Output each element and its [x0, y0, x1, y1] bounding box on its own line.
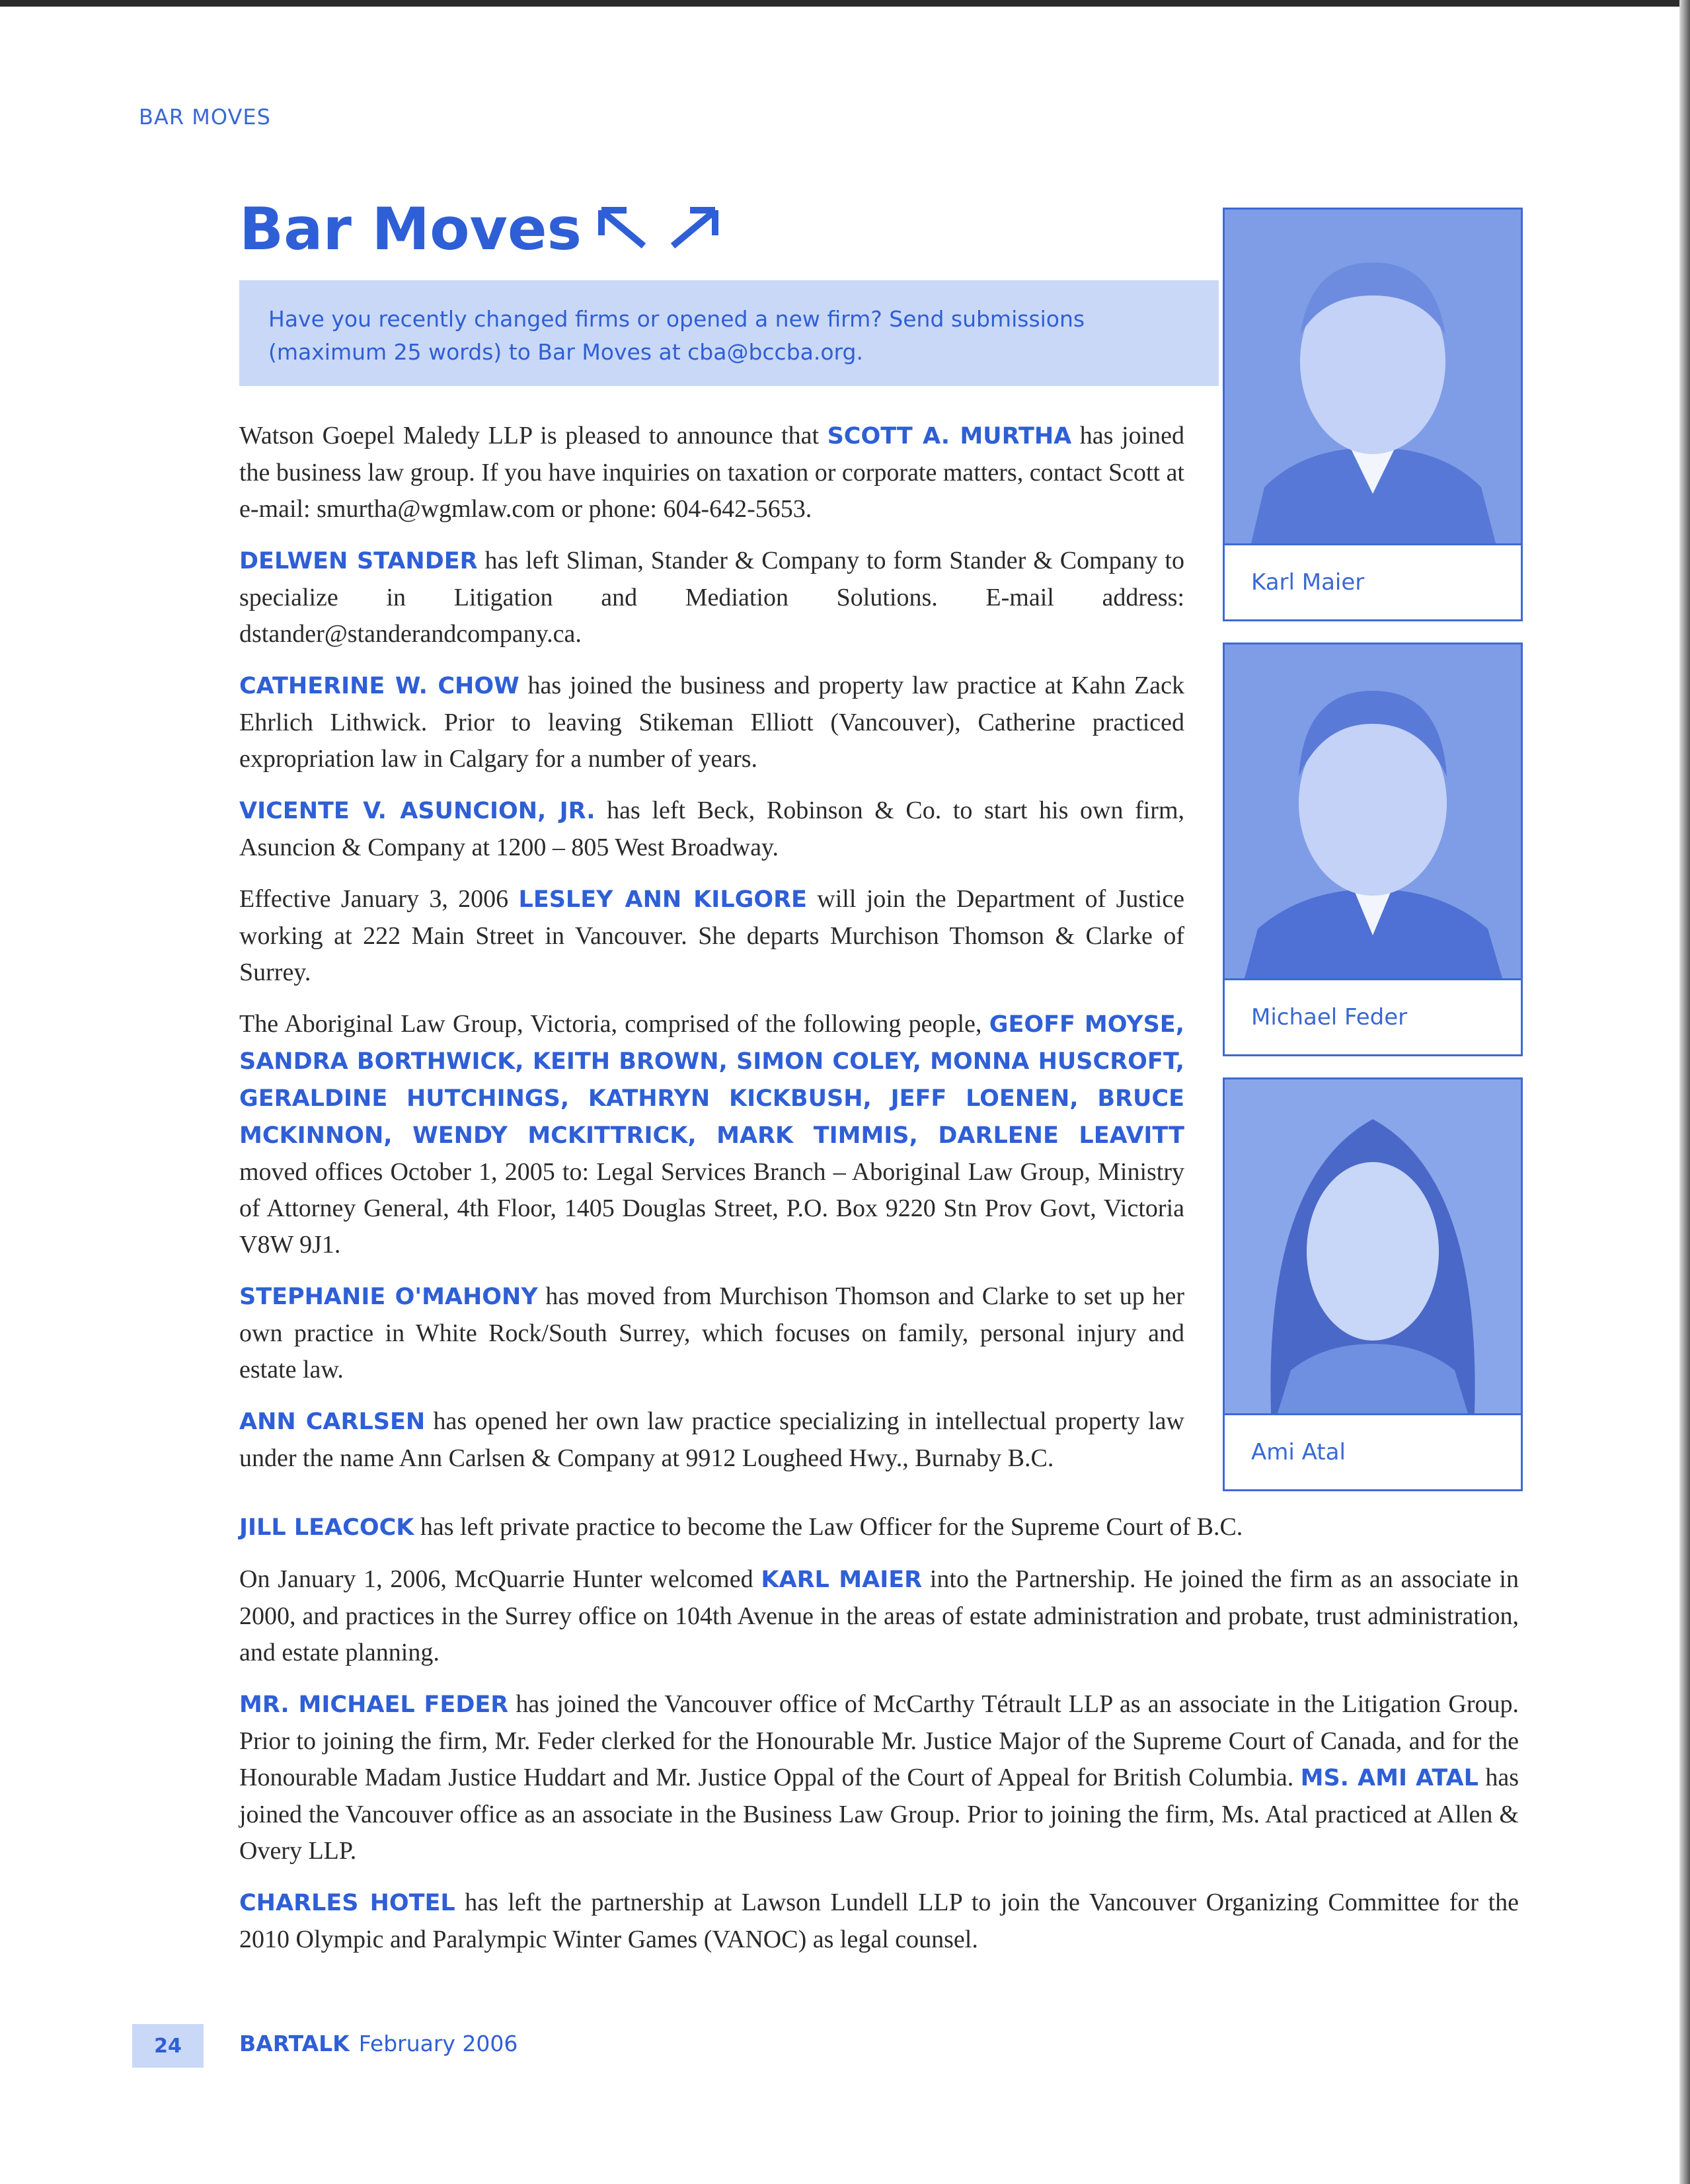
- page-number: 24: [132, 2024, 204, 2068]
- entry: [239, 1403, 1184, 1477]
- entry-text: has left private practice to become the Law Officer for the Supreme Court of B.C.: [414, 1513, 1243, 1541]
- person-name: MS. AMI ATAL: [1300, 1765, 1479, 1791]
- portrait-image: [1225, 210, 1521, 543]
- page-title-text: Bar Moves: [239, 195, 582, 263]
- photo-ami-atal: [1223, 1077, 1523, 1491]
- photo-caption: Michael Feder: [1225, 978, 1521, 1054]
- issue-date: February 2006: [358, 2031, 518, 2056]
- person-name: VICENTE V. ASUNCION, JR.: [239, 798, 595, 824]
- entry-text: has joined the Vancouver office of McCarthy Tétrault LLP as an associate in the Litigation Group. Prior to joining the firm, Mr. Feder clerked for the Honourable Mr. Justice Major of the Supreme Court of Canada, and for the Honourable Madam Justice Huddart and Mr. Justice Oppal of the Court of Appeal for British Columbia.: [239, 1690, 1519, 1791]
- person-silhouette-icon: [1225, 210, 1521, 543]
- portrait-image: [1225, 1079, 1521, 1413]
- entry: [239, 668, 1184, 777]
- entry-text: has opened her own law practice specializing in intellectual property law under the name Ann Carlsen & Company at 9912 Lougheed Hwy., Burnaby B.C.: [239, 1407, 1184, 1472]
- person-name: ANN CARLSEN: [239, 1409, 426, 1435]
- person-name: CHARLES HOTEL: [239, 1890, 455, 1916]
- entry: [239, 1509, 1519, 1546]
- submission-note-box: [239, 280, 1219, 386]
- entries-column: [239, 418, 1184, 1492]
- entry-text: Watson Goepel Maledy LLP is pleased to announce that: [239, 422, 827, 449]
- entry-text: has joined the business law group. If you have inquiries on taxation or corporate matters, contact Scott at e-mail: smurtha@wgmlaw.com or phone: 604-642-5653.: [239, 422, 1185, 523]
- person-name: GEOFF MOYSE, SANDRA BORTHWICK, KEITH BROWN, SIMON COLEY, MONNA HUSCROFT, GERALDINE HUTCHINGS, KATHRYN KICKBUSH, JEFF LOENEN, BRUCE MCKINNON, WENDY MCKITTRICK, MARK TIMMIS, DARLENE LEAVITT: [239, 1011, 1185, 1149]
- person-name: CATHERINE W. CHOW: [239, 673, 519, 699]
- portrait-image: [1225, 644, 1521, 978]
- top-rule: [0, 0, 1690, 7]
- entry-text: has moved from Murchison Thomson and Clarke to set up her own practice in White Rock/South Surrey, which focuses on family, personal injury and estate law.: [239, 1282, 1184, 1384]
- person-name: JILL LEACOCK: [239, 1514, 414, 1541]
- entry: [239, 1006, 1184, 1263]
- entry-text: The Aboriginal Law Group, Victoria, comprised of the following people,: [239, 1010, 989, 1038]
- photo-michael-feder: [1223, 643, 1523, 1056]
- entry-text: will join the Department of Justice working at 222 Main Street in Vancouver. She departs Murchison Thomson & Clarke of Surrey.: [239, 885, 1184, 986]
- entry-text: On January 1, 2006, McQuarrie Hunter welcomed: [239, 1565, 761, 1593]
- person-name: MR. MICHAEL FEDER: [239, 1692, 509, 1718]
- person-silhouette-icon: [1225, 644, 1521, 978]
- person-name: DELWEN STANDER: [239, 548, 478, 574]
- entry: [239, 1561, 1519, 1671]
- entry: [239, 1885, 1519, 1958]
- arrow-up-right-icon: [666, 206, 719, 253]
- entry: [239, 418, 1184, 527]
- entry-text: has joined the Vancouver office as an associate in the Business Law Group. Prior to joining the firm, Ms. Atal practiced at Allen & Overy LLP.: [239, 1764, 1519, 1865]
- entry-text: has joined the business and property law practice at Kahn Zack Ehrlich Lithwick. Prior to leaving Stikeman Elliott (Vancouver), Catherine practiced expropriation law in Calgary for a number of years.: [239, 672, 1184, 773]
- entry-text: into the Partnership. He joined the firm as an associate in 2000, and practices in the Surrey office on 104th Avenue in the areas of estate administration and probate, trust administration, and estate planning.: [239, 1565, 1519, 1666]
- entry: [239, 543, 1184, 652]
- arrow-up-left-icon: [597, 206, 650, 253]
- photo-karl-maier: [1223, 208, 1523, 621]
- entries-full-width: [239, 1509, 1519, 1973]
- photo-caption: Ami Atal: [1225, 1413, 1521, 1489]
- person-name: SCOTT A. MURTHA: [827, 423, 1072, 449]
- submission-note: Have you recently changed firms or opened a new firm? Send submissions (maximum 25 words) to Bar Moves at cba@bccba.org.: [268, 306, 1085, 365]
- entry-text: has left Sliman, Stander & Company to form Stander & Company to specialize in Litigation and Mediation Solutions. E-mail address: dstander@standerandcompany.ca.: [239, 547, 1184, 648]
- entry: [239, 1686, 1519, 1869]
- entry: [239, 1278, 1184, 1388]
- photo-caption: Karl Maier: [1225, 543, 1521, 619]
- entry: [239, 793, 1184, 866]
- footer: [239, 2031, 518, 2056]
- person-name: LESLEY ANN KILGORE: [518, 886, 807, 913]
- section-header: BAR MOVES: [139, 104, 271, 130]
- entry-text: has left the partnership at Lawson Lundell LLP to join the Vancouver Organizing Committee for the 2010 Olympic and Paralympic Winter Games (VANOC) as legal counsel.: [239, 1889, 1519, 1953]
- publication-name: BARTALK: [239, 2031, 350, 2056]
- page-title: [239, 195, 719, 263]
- person-name: STEPHANIE O'MAHONY: [239, 1284, 538, 1310]
- entry-text: Effective January 3, 2006: [239, 885, 519, 913]
- page-edge-shadow: [1679, 0, 1690, 2184]
- person-silhouette-icon: [1225, 1079, 1521, 1413]
- person-name: KARL MAIER: [761, 1567, 923, 1593]
- entry: [239, 881, 1184, 991]
- entry-text: moved offices October 1, 2005 to: Legal Services Branch – Aboriginal Law Group, Ministry of Attorney General, 4th Floor, 1405 Douglas Street, P.O. Box 9220 Stn Prov Govt, Victoria V8W 9J1.: [239, 1158, 1184, 1259]
- entry-text: has left Beck, Robinson & Co. to start his own firm, Asuncion & Company at 1200 – 805 West Broadway.: [239, 797, 1185, 861]
